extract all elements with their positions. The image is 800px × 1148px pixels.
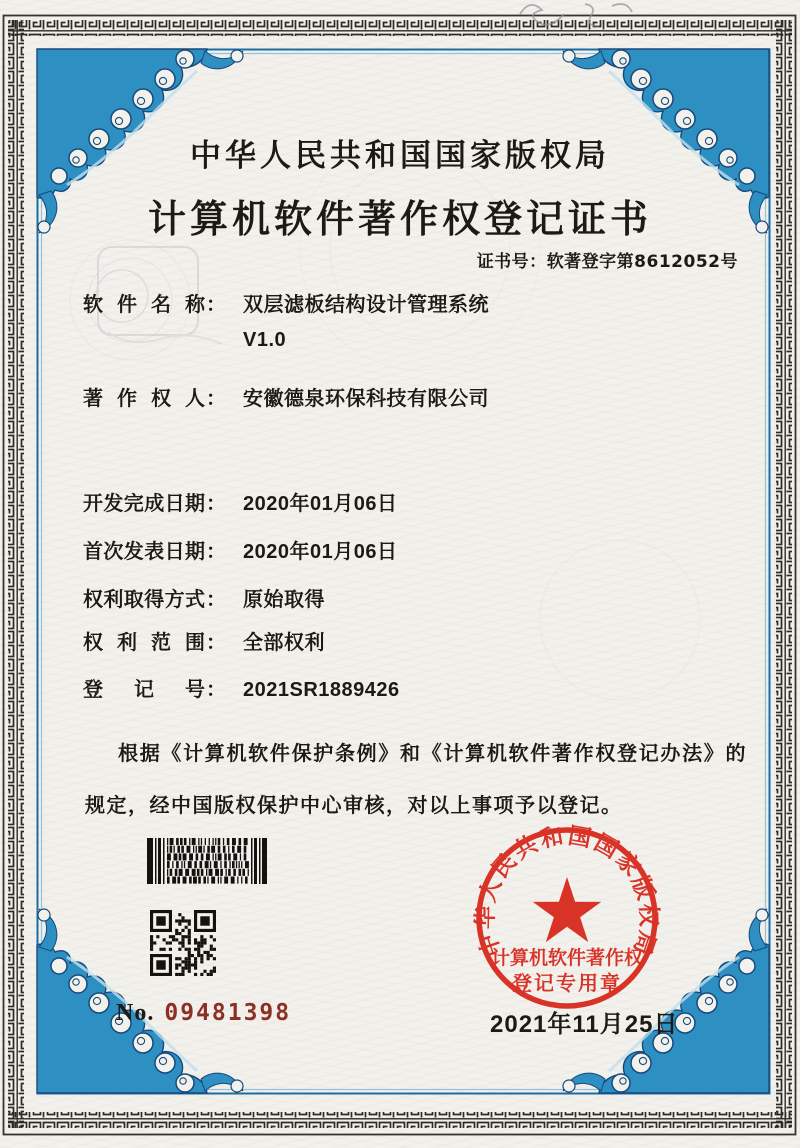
field-label: 著作权人 — [83, 388, 205, 410]
meander-band-bottom — [8, 1112, 792, 1128]
field-value: 2021SR1889426 — [243, 679, 400, 701]
field-label: 权利范围 — [83, 632, 205, 654]
field-value: 全部权利 — [243, 632, 325, 654]
field-value: 2020年01月06日 — [243, 541, 398, 563]
seal-ring-text: 中华人民共和国国家版权局 — [471, 822, 663, 961]
field-value: 原始取得 — [243, 589, 325, 611]
field-colon: ： — [206, 679, 226, 701]
meander-band-left — [8, 20, 24, 1128]
field-label: 登记号 — [83, 679, 205, 701]
field-label: 软件名称 — [83, 294, 205, 316]
seal-text-line1: 计算机软件著作权 — [490, 948, 644, 969]
field-colon: ： — [206, 632, 226, 654]
field-row-copyright-owner — [83, 382, 753, 417]
field-value: 2020年01月06日 — [243, 493, 398, 515]
field-value: 安徽德泉环保科技有限公司 — [243, 388, 489, 410]
certificate-number — [477, 247, 738, 272]
meander-band-top — [8, 20, 792, 36]
field-row-first-publish-date — [83, 535, 753, 570]
certificate-number-value: 软著登字第8612052号 — [546, 252, 738, 272]
field-label: 开发完成日期 — [83, 493, 205, 515]
field-value: 双层滤板结构设计管理系统 V1.0 — [243, 294, 489, 351]
field-colon: ： — [206, 388, 226, 410]
seal-text-line2: 登记专用章 — [512, 973, 622, 995]
official-seal — [452, 803, 682, 1033]
field-label: 首次发表日期 — [83, 541, 205, 563]
certificate-number-label: 证书号： — [476, 252, 547, 271]
page-title: 计算机软件著作权登记证书 — [147, 199, 652, 241]
serial-number-value: 09481398 — [164, 1000, 292, 1026]
field-row-rights-acquisition — [83, 583, 753, 618]
registration-statement: 根据《计算机软件保护条例》和《计算机软件著作权登记办法》的规定，经中国版权保护中心审核，对以上事项予以登记。 — [85, 743, 747, 817]
field-colon: ： — [206, 541, 226, 563]
field-row-rights-scope — [83, 626, 753, 661]
field-colon: ： — [206, 294, 226, 316]
field-row-dev-complete-date — [83, 487, 753, 522]
field-row-registration-number — [83, 673, 753, 708]
meander-band-right — [776, 20, 792, 1128]
serial-number-line — [116, 1000, 291, 1027]
qr-code-image — [150, 910, 216, 976]
seal-date: 2021年11月25日 — [490, 1011, 679, 1038]
serial-number-label: No. — [116, 1000, 155, 1026]
barcode-image — [147, 838, 267, 884]
authority-name: 中华人民共和国国家版权局 — [190, 138, 610, 173]
field-colon: ： — [206, 589, 226, 611]
star-icon — [533, 877, 601, 942]
field-row-software-name — [83, 288, 753, 358]
field-label: 权利取得方式 — [83, 589, 205, 611]
field-colon: ： — [206, 493, 226, 515]
